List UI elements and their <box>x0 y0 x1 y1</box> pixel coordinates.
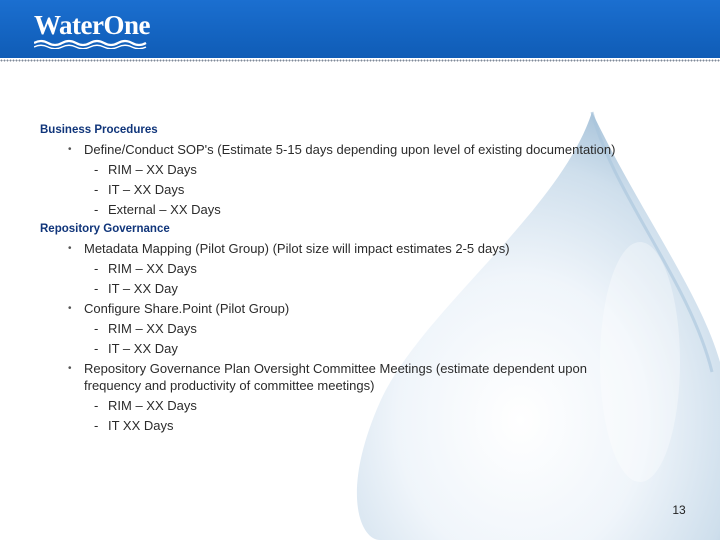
sub-item <box>40 161 640 178</box>
dash-glyph: - <box>94 418 99 433</box>
sub-item-text: IT XX Days <box>108 418 174 433</box>
dash-glyph: - <box>94 321 99 336</box>
list-item <box>40 141 640 158</box>
section-title-repository-governance: Repository Governance <box>40 223 170 235</box>
dash-glyph: - <box>94 202 99 217</box>
wateron-logo <box>34 8 154 50</box>
bullet-glyph: • <box>68 303 72 314</box>
sub-item <box>40 201 640 218</box>
dash-glyph: - <box>94 182 99 197</box>
sub-item <box>40 397 640 414</box>
list-item <box>40 240 640 257</box>
sub-item-text: RIM – XX Days <box>108 398 197 413</box>
sub-item <box>40 280 640 297</box>
sub-item-text: IT – XX Day <box>108 341 178 356</box>
sub-item <box>40 417 640 434</box>
dash-glyph: - <box>94 281 99 296</box>
list-item <box>40 300 640 317</box>
sub-item-text: RIM – XX Days <box>108 321 197 336</box>
sub-item <box>40 340 640 357</box>
item-text: Metadata Mapping (Pilot Group) (Pilot size will impact estimates 2-5 days) <box>84 241 510 256</box>
sub-item-text: IT – XX Days <box>108 182 185 197</box>
list-item <box>40 360 640 394</box>
item-text: Configure Share.Point (Pilot Group) <box>84 301 290 316</box>
sub-item-text: IT – XX Day <box>108 281 178 296</box>
dash-glyph: - <box>94 162 99 177</box>
dash-glyph: - <box>94 261 99 276</box>
sub-item <box>40 260 640 277</box>
slide-content <box>40 122 640 434</box>
section-title-business-procedures: Business Procedures <box>40 124 158 136</box>
sub-item <box>40 320 640 337</box>
bullet-glyph: • <box>68 144 72 155</box>
logo-text: WaterOne <box>34 10 150 40</box>
bullet-glyph: • <box>68 243 72 254</box>
sub-item-text: RIM – XX Days <box>108 261 197 276</box>
item-text: Define/Conduct SOP's (Estimate 5-15 days depending upon level of existing documentation) <box>84 142 616 157</box>
dash-glyph: - <box>94 341 99 356</box>
sub-item-text: RIM – XX Days <box>108 162 197 177</box>
item-text: Repository Governance Plan Oversight Committee Meetings (estimate dependent upon frequency and productivity of committee meetings) <box>84 361 587 393</box>
header-bar <box>0 0 720 58</box>
bullet-glyph: • <box>68 363 72 374</box>
sub-item <box>40 181 640 198</box>
dash-glyph: - <box>94 398 99 413</box>
sub-item-text: External – XX Days <box>108 202 221 217</box>
logo-wave-icon <box>34 39 148 49</box>
page-number: 13 <box>672 503 686 517</box>
